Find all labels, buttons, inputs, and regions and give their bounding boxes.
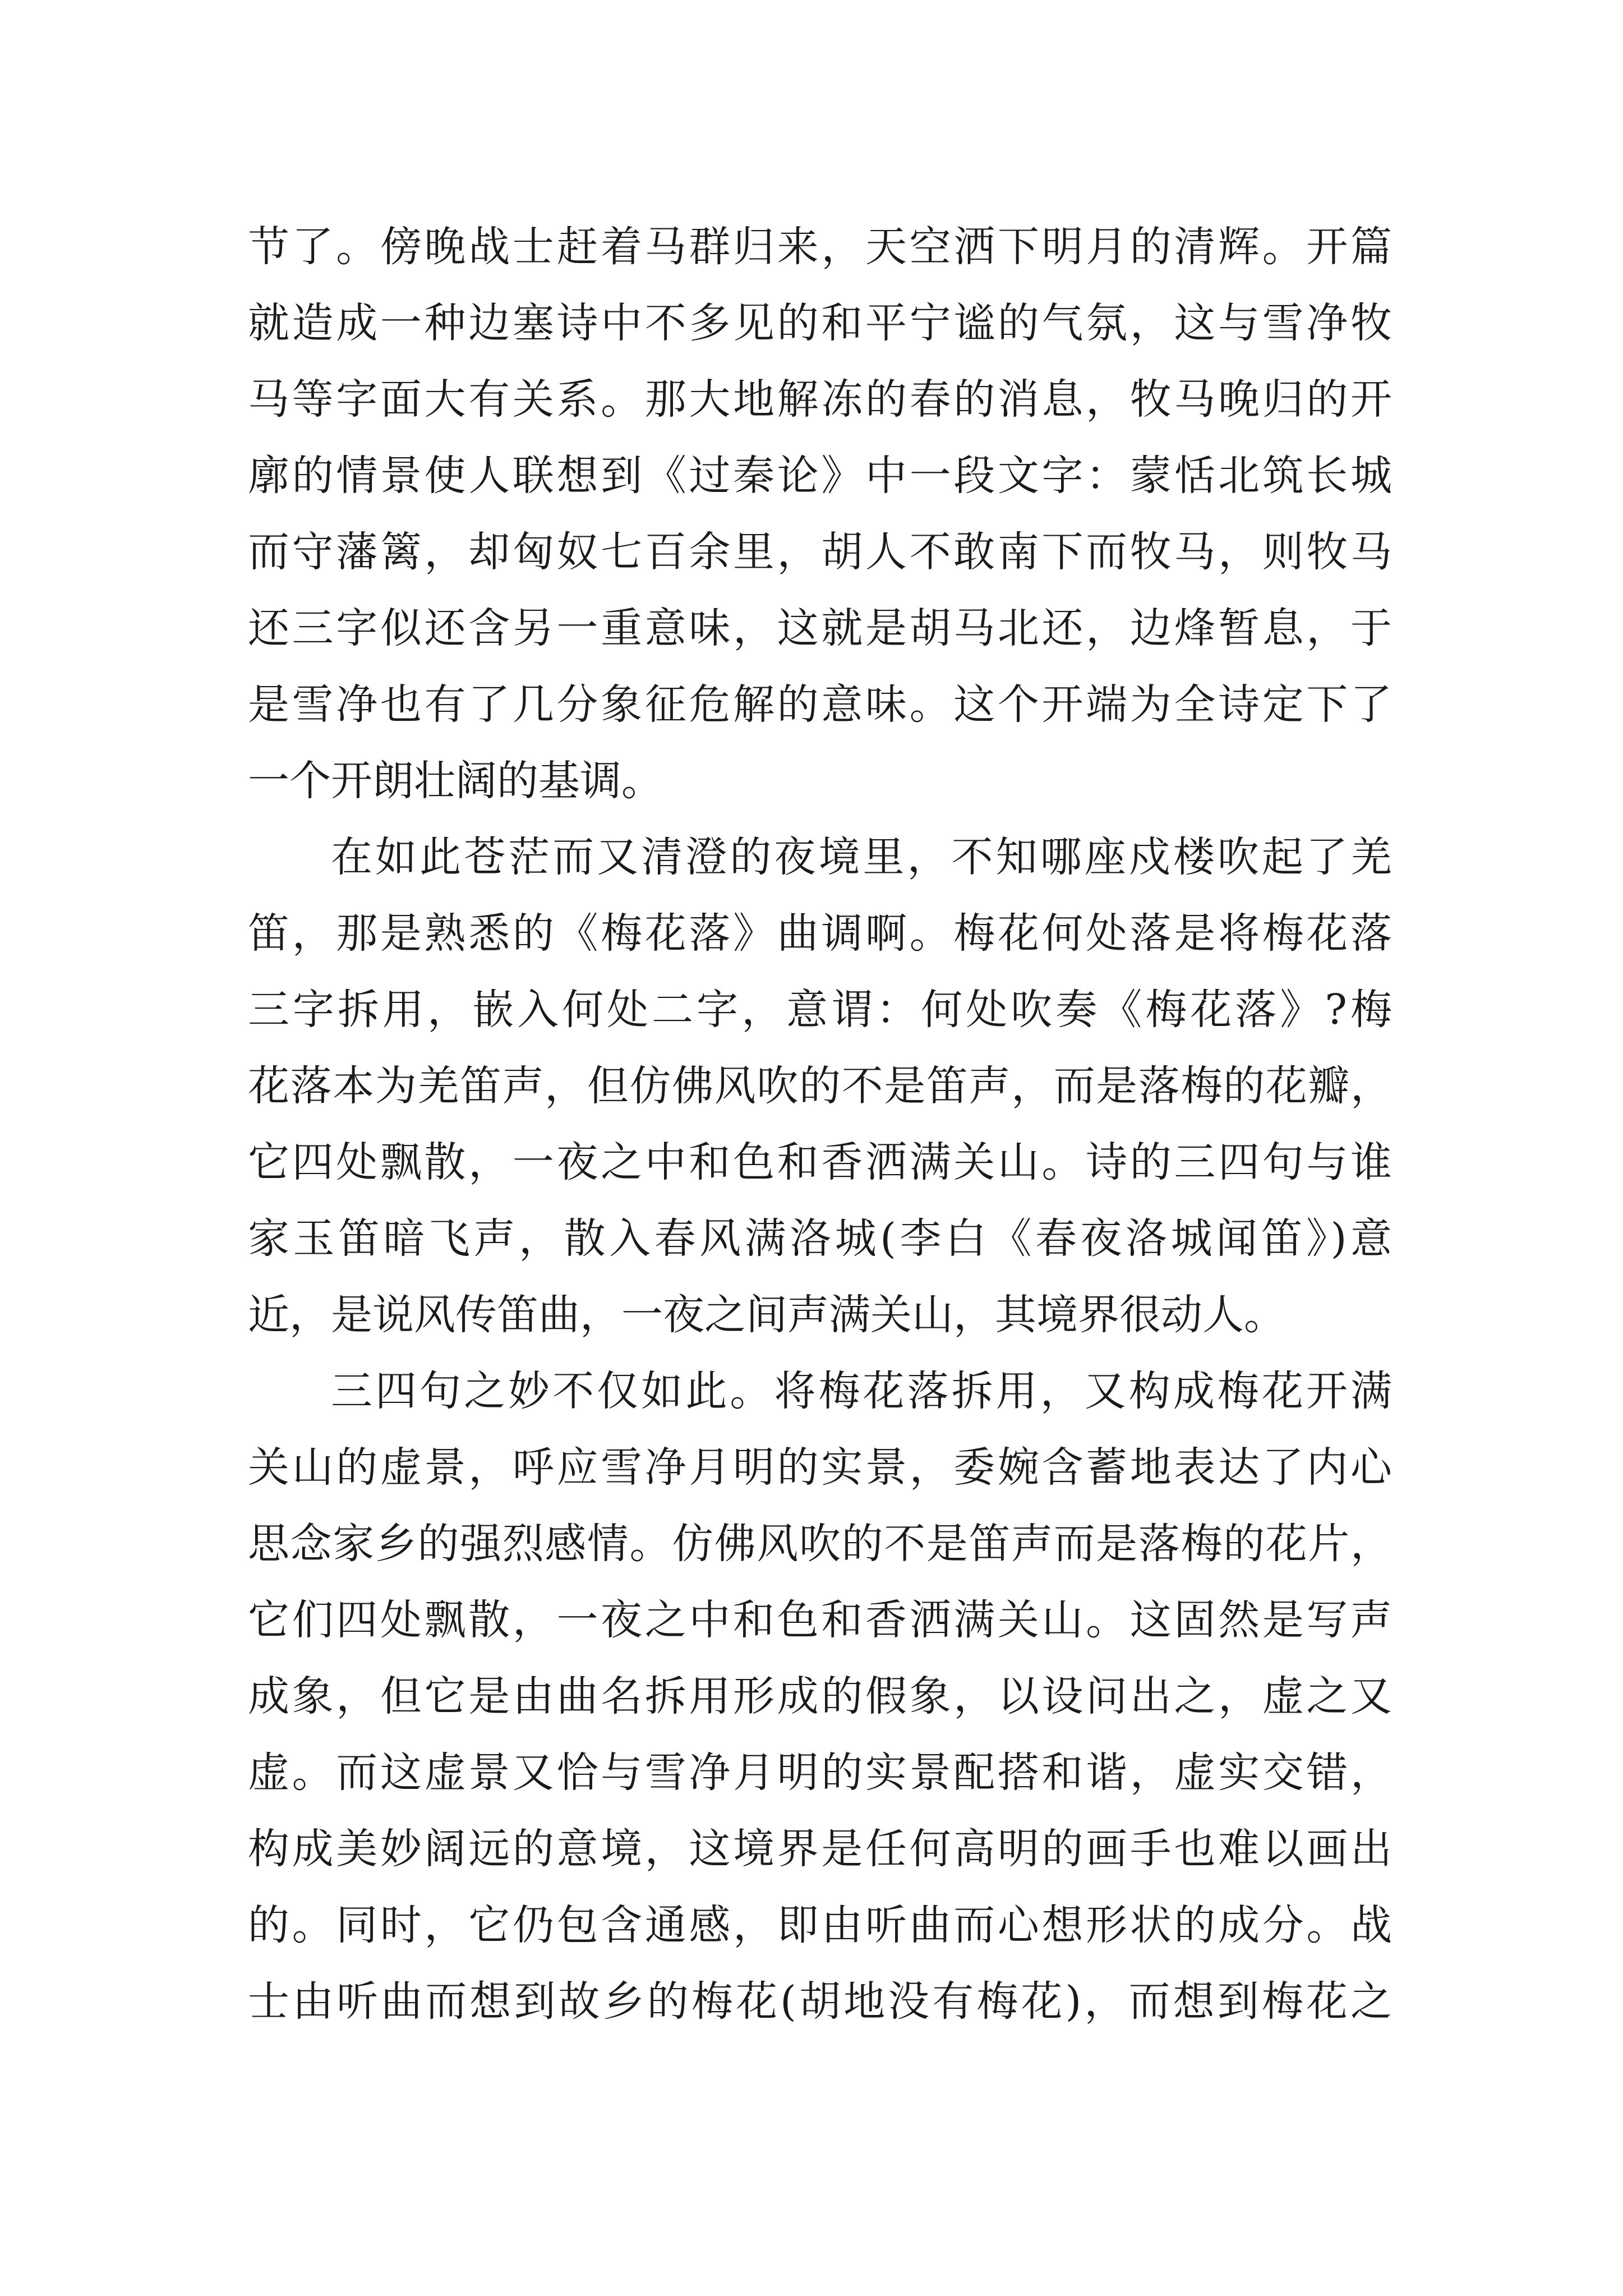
text-line: 还三字似还含另一重意味，这就是胡马北还，边烽暂息，于 — [248, 604, 1392, 652]
text-line: 三四句之妙不仅如此。将梅花落拆用，又构成梅花开满 — [331, 1367, 1392, 1415]
text-line: 士由听曲而想到故乡的梅花(胡地没有梅花)，而想到梅花之 — [248, 1977, 1392, 2026]
text-line: 思念家乡的强烈感情。仿佛风吹的不是笛声而是落梅的花片， — [248, 1520, 1392, 1568]
text-line: 它们四处飘散，一夜之中和色和香洒满关山。这固然是写声 — [248, 1596, 1392, 1644]
text-line: 虚。而这虚景又恰与雪净月明的实景配搭和谐，虚实交错， — [248, 1749, 1392, 1797]
text-line: 三字拆用，嵌入何处二字，意谓：何处吹奏《梅花落》?梅 — [248, 986, 1392, 1034]
text-line: 在如此苍茫而又清澄的夜境里，不知哪座戍楼吹起了羌 — [331, 833, 1392, 881]
text-line: 就造成一种边塞诗中不多见的和平宁谧的气氛，这与雪净牧 — [248, 299, 1392, 347]
text-line: 构成美妙阔远的意境，这境界是任何高明的画手也难以画出 — [248, 1825, 1392, 1873]
text-line: 廓的情景使人联想到《过秦论》中一段文字：蒙恬北筑长城 — [248, 452, 1392, 500]
text-line: 花落本为羌笛声，但仿佛风吹的不是笛声，而是落梅的花瓣， — [248, 1062, 1392, 1110]
text-line: 近，是说风传笛曲，一夜之间声满关山，其境界很动人。 — [248, 1291, 1285, 1339]
text-line: 笛，那是熟悉的《梅花落》曲调啊。梅花何处落是将梅花落 — [248, 909, 1392, 958]
text-line: 而守藩篱，却匈奴七百余里，胡人不敢南下而牧马，则牧马 — [248, 528, 1392, 576]
text-line: 马等字面大有关系。那大地解冻的春的消息，牧马晚归的开 — [248, 375, 1392, 424]
text-line: 家玉笛暗飞声，散入春风满洛城(李白《春夜洛城闻笛》)意 — [248, 1214, 1392, 1263]
body-text — [248, 209, 1392, 2040]
text-line: 节了。傍晚战士赶着马群归来，天空洒下明月的清辉。开篇 — [248, 223, 1392, 271]
text-line: 一个开朗壮阔的基调。 — [248, 757, 663, 805]
text-line: 它四处飘散，一夜之中和色和香洒满关山。诗的三四句与谁 — [248, 1138, 1392, 1186]
text-line: 成象，但它是由曲名拆用形成的假象，以设问出之，虚之又 — [248, 1672, 1392, 1720]
text-line: 关山的虚景，呼应雪净月明的实景，委婉含蓄地表达了内心 — [248, 1443, 1392, 1492]
text-line: 是雪净也有了几分象征危解的意味。这个开端为全诗定下了 — [248, 680, 1392, 729]
text-line: 的。同时，它仍包含通感，即由听曲而心想形状的成分。战 — [248, 1901, 1392, 1949]
